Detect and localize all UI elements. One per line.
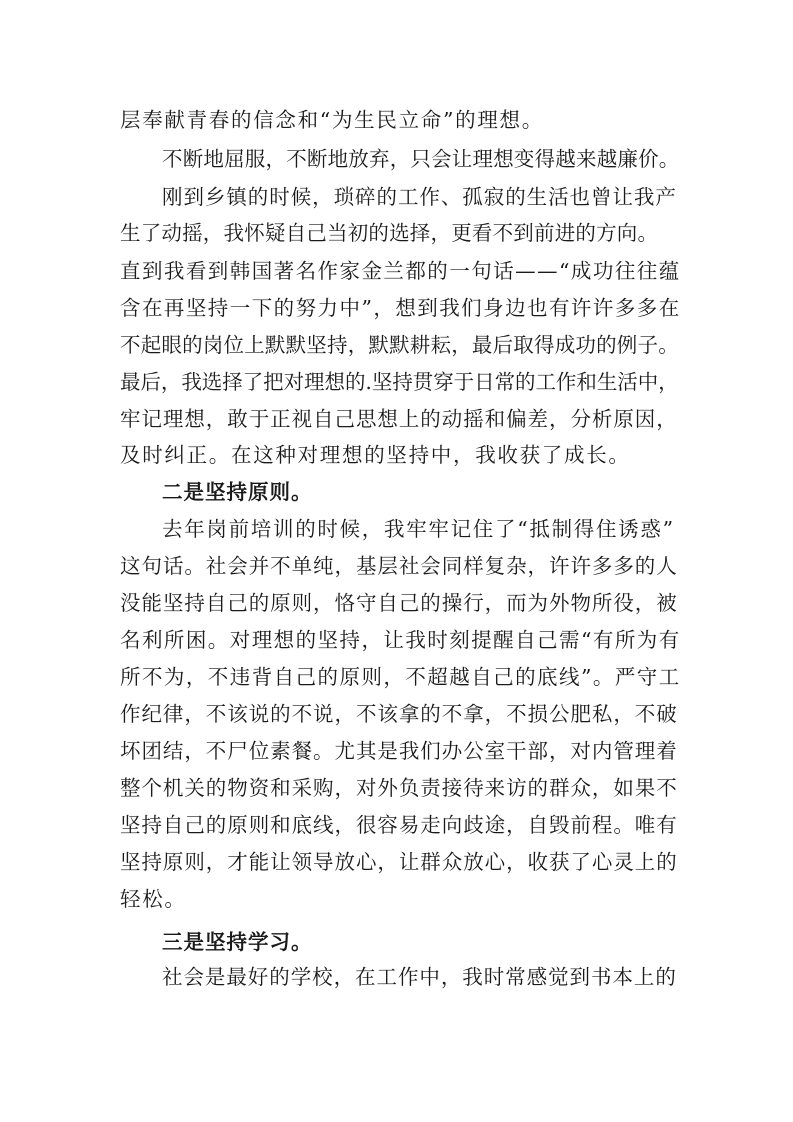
paragraph-line: 不起眼的岗位上默默坚持，默默耕耘，最后取得成功的例子。 xyxy=(120,333,679,357)
section-heading: 三是坚持学习。 xyxy=(162,930,313,954)
paragraph-line: 这句话。社会并不单纯，基层社会同样复杂，许许多多的人 xyxy=(120,554,678,578)
paragraph-line: 所不为，不违背自己的原则，不超越自己的底线”。严守工 xyxy=(120,665,681,689)
paragraph-line: 作纪律，不该说的不说，不该拿的不拿，不损公肥私，不破 xyxy=(120,702,678,726)
paragraph-line: 不断地屈服，不断地放弃，只会让理想变得越来越廉价。 xyxy=(162,147,680,171)
paragraph-line: 含在再坚持一下的努力中”，想到我们身边也有许许多多在 xyxy=(120,296,681,320)
paragraph-line: 及时纠正。在这种对理想的坚持中，我收获了成长。 xyxy=(120,443,631,467)
paragraph-line: 社会是最好的学校，在工作中，我时常感觉到书本上的 xyxy=(162,965,677,989)
paragraph-line: 最后，我选择了把对理想的.坚持贯穿于日常的工作和生活中， xyxy=(120,370,679,394)
section-heading: 二是坚持原则。 xyxy=(162,480,313,504)
paragraph-line: 坚持原则，才能让领导放心，让群众放心，收获了心灵上的 xyxy=(120,850,678,874)
paragraph-line: 牢记理想，敢于正视自己思想上的动摇和偏差，分析原因， xyxy=(120,407,678,431)
paragraph-line: 层奉献青春的信念和“为生民立命”的理想。 xyxy=(120,108,544,132)
paragraph-line: 整个机关的物资和采购，对外负责接待来访的群众，如果不 xyxy=(120,776,678,800)
paragraph-line: 名利所困。对理想的坚持，让我时刻提醒自己需“有所为有 xyxy=(120,628,681,652)
paragraph-line: 坏团结，不尸位素餐。尤其是我们办公室干部，对内管理着 xyxy=(120,739,678,763)
paragraph-line: 直到我看到韩国著名作家金兰都的一句话——“成功往往蕴 xyxy=(120,259,681,283)
paragraph-line: 没能坚持自己的原则，恪守自己的操行，而为外物所役，被 xyxy=(120,591,678,615)
paragraph-line: 坚持自己的原则和底线，很容易走向歧途，自毁前程。唯有 xyxy=(120,813,678,837)
paragraph-line: 生了动摇，我怀疑自己当初的选择，更看不到前进的方向。 xyxy=(120,221,659,245)
paragraph-line: 刚到乡镇的时候，琐碎的工作、孤寂的生活也曾让我产 xyxy=(162,185,677,209)
paragraph-line: 轻松。 xyxy=(120,887,187,911)
paragraph-line: 去年岗前培训的时候，我牢牢记住了“抵制得住诱惑” xyxy=(162,517,675,541)
